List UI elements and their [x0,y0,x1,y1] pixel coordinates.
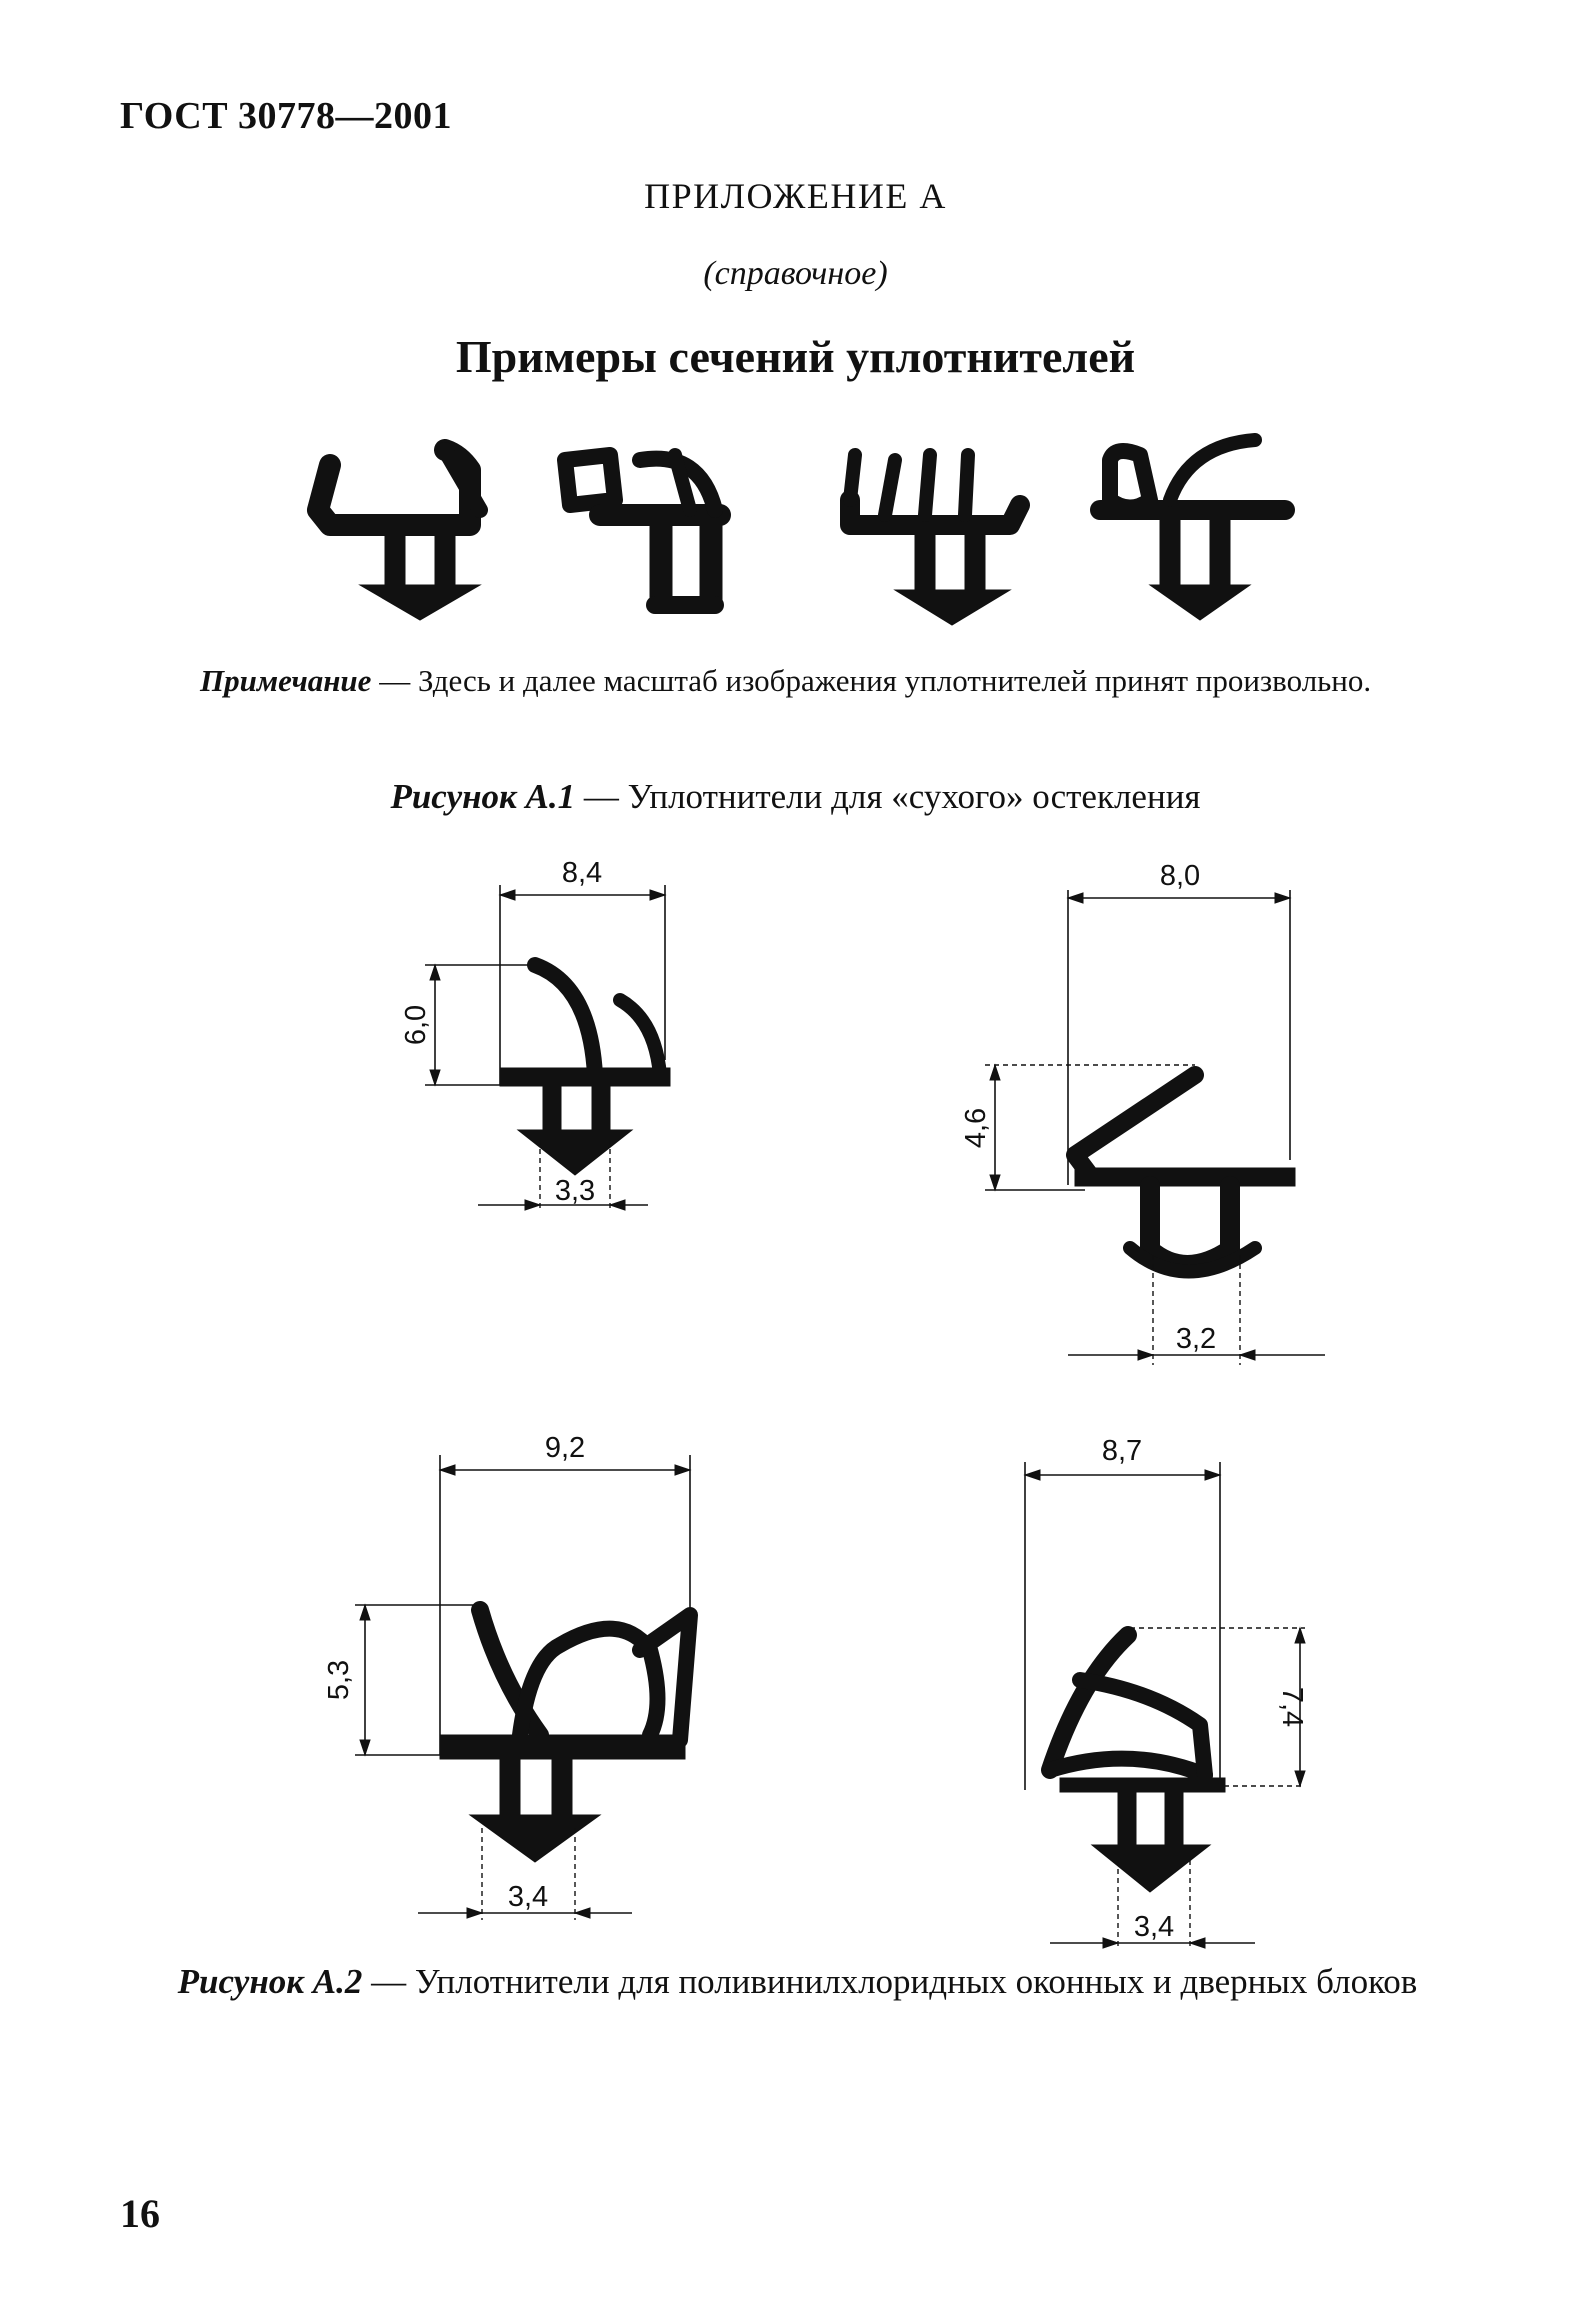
appendix-kind: (справочное) [703,255,888,292]
figure-a1-profile-2 [565,455,722,605]
figure-a1-profile-4 [1100,440,1285,620]
dim-p4-base: 3,4 [1133,1911,1175,1943]
note-paragraph [120,660,1475,701]
figure-a2-caption [120,1960,1475,2004]
figure-a2-label: Рисунок А.2 [177,1962,363,2001]
figure-a2-profile-3 [355,1455,690,1920]
note-text: — Здесь и далее масштаб изображения уплотнителей принят произвольно. [371,663,1372,698]
standard-code: ГОСТ 30778—2001 [120,95,453,137]
note-label: Примечание [200,663,372,698]
figure-a1-caption [0,775,1591,819]
dim-p2-height: 4,6 [960,1107,992,1149]
dim-p3-height: 5,3 [323,1659,355,1701]
figure-a1-profile-1 [318,450,480,620]
figure-a2-profile-4 [1025,1462,1305,1950]
page-number: 16 [120,2191,160,2236]
dim-p2-width: 8,0 [1159,860,1201,892]
figure-a1-profile-3 [850,455,1020,625]
dim-p2-base: 3,2 [1175,1323,1217,1355]
dim-p1-height: 6,0 [400,1004,432,1046]
figure-a2-profile-1 [425,885,670,1212]
dim-p1-width: 8,4 [561,857,603,889]
dim-p3-base: 3,4 [507,1881,549,1913]
figure-a2-caption-text: — Уплотнители для поливинилхлоридных оконных и дверных блоков [362,1962,1418,2001]
dim-p4-width: 8,7 [1101,1435,1143,1467]
figure-a1-caption-text: — Уплотнители для «сухого» остекления [575,777,1201,816]
dim-p3-width: 9,2 [544,1432,586,1464]
figure-a2-profile-2 [985,890,1325,1365]
figure-a1-label: Рисунок А.1 [390,777,576,816]
dim-p4-height: 7,4 [1276,1686,1308,1728]
dim-p1-base: 3,3 [554,1175,596,1207]
appendix-title: ПРИЛОЖЕНИЕ А [644,176,947,216]
appendix-heading: Примеры сечений уплотнителей [455,331,1136,382]
